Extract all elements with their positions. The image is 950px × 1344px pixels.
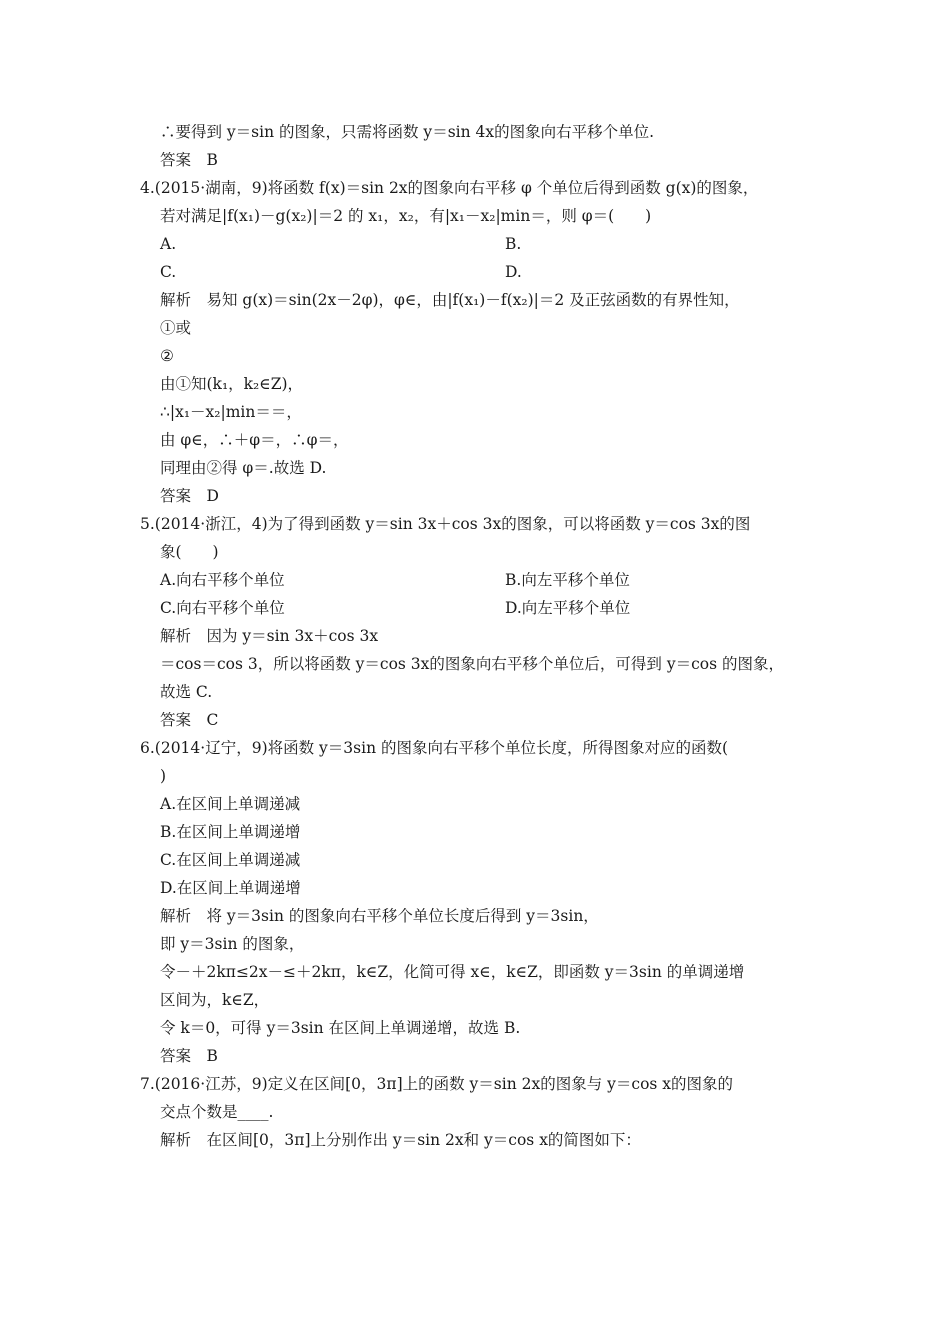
option-c: C.在区间上单调递减 — [160, 851, 301, 869]
analysis-line: 区间为，k∈Z， — [160, 991, 270, 1009]
question-7-stem-cont: 交点个数是____. — [160, 1103, 274, 1121]
analysis-line: ＝cos＝cos 3，所以将函数 y＝cos 3x的图象向右平移个单位后，可得到 y＝cos 的图象， — [160, 655, 784, 673]
question-6-stem-cont: ) — [160, 767, 167, 785]
analysis-line: 故选 C. — [160, 683, 213, 701]
analysis-line: 由 φ∈，∴＋φ＝，∴φ＝， — [160, 431, 349, 449]
option-d: D.在区间上单调递增 — [160, 879, 301, 897]
analysis-line: 解析 在区间[0，3π]上分别作出 y＝sin 2x和 y＝cos x的简图如下： — [160, 1131, 641, 1149]
analysis-line: 令 k＝0，可得 y＝3sin 在区间上单调递增，故选 B. — [160, 1019, 521, 1037]
option-d: D.向左平移个单位 — [505, 599, 631, 617]
analysis-line: 即 y＝3sin 的图象， — [160, 935, 305, 953]
option-c: C. — [160, 263, 177, 281]
question-7-stem: 7.(2016·江苏，9)定义在区间[0，3π]上的函数 y＝sin 2x的图象与 y＝cos x的图象的 — [140, 1075, 734, 1093]
analysis-line: 同理由②得 φ＝.故选 D. — [160, 459, 327, 477]
option-c: C.向右平移个单位 — [160, 599, 285, 617]
analysis-line: ①或 — [160, 319, 192, 337]
question-4-stem: 4.(2015·湖南，9)将函数 f(x)＝sin 2x的图象向右平移 φ 个单位后得到函数 g(x)的图象， — [140, 179, 759, 197]
analysis-line: ∴|x₁－x₂|min＝＝， — [160, 403, 302, 421]
option-a: A.在区间上单调递减 — [160, 795, 301, 813]
analysis-line: 解析 将 y＝3sin 的图象向右平移个单位长度后得到 y＝3sin， — [160, 907, 599, 925]
analysis-line: 解析 因为 y＝sin 3x＋cos 3x — [160, 627, 379, 645]
option-b: B.在区间上单调递增 — [160, 823, 301, 841]
option-a: A. — [160, 235, 177, 253]
answer-line: 答案 B — [160, 151, 218, 169]
option-d: D. — [505, 263, 522, 281]
answer-line: 答案 B — [160, 1047, 218, 1065]
option-b: B.向左平移个单位 — [505, 571, 630, 589]
option-b: B. — [505, 235, 522, 253]
analysis-line: 解析 易知 g(x)＝sin(2x－2φ)，φ∈，由|f(x₁)－f(x₂)|＝2 及正弦函数的有界性知， — [160, 291, 740, 309]
text-line: ∴要得到 y＝sin 的图象，只需将函数 y＝sin 4x的图象向右平移个单位. — [160, 123, 655, 141]
option-a: A.向右平移个单位 — [160, 571, 285, 589]
answer-line: 答案 C — [160, 711, 219, 729]
analysis-line: 令－＋2kπ≤2x－≤＋2kπ，k∈Z，化简可得 x∈，k∈Z，即函数 y＝3sin 的单调递增 — [160, 963, 745, 981]
analysis-line: ② — [160, 347, 174, 365]
question-6-stem: 6.(2014·辽宁，9)将函数 y＝3sin 的图象向右平移个单位长度，所得图象对应的函数( — [140, 739, 729, 757]
answer-line: 答案 D — [160, 487, 219, 505]
question-4-stem-cont: 若对满足|f(x₁)－g(x₂)|＝2 的 x₁，x₂，有|x₁－x₂|min＝，则 φ＝( ) — [160, 207, 652, 225]
question-5-stem: 5.(2014·浙江，4)为了得到函数 y＝sin 3x＋cos 3x的图象，可以将函数 y＝cos 3x的图 — [140, 515, 751, 533]
analysis-line: 由①知(k₁，k₂∈Z)， — [160, 375, 304, 393]
question-5-stem-cont: 象( ) — [160, 543, 219, 561]
